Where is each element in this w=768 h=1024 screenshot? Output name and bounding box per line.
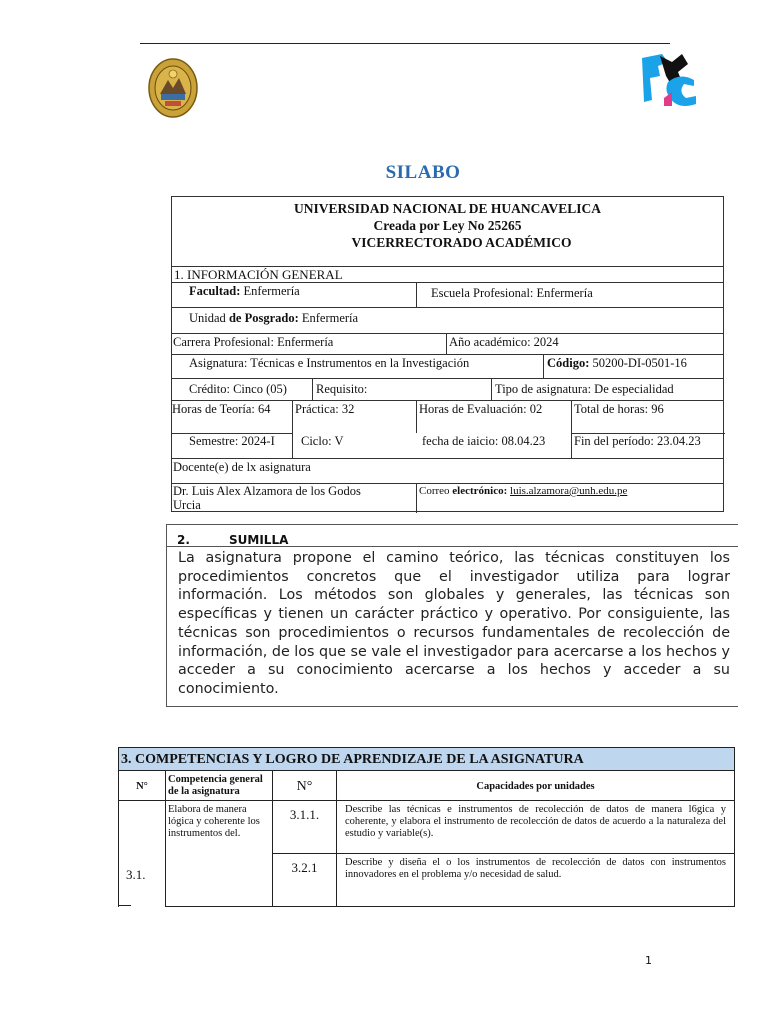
- hours-row: [172, 401, 723, 433]
- page-number: 1: [645, 954, 652, 967]
- start-date-cell: fecha de iaicio: 08.04.23: [422, 434, 546, 448]
- faculty-row: [172, 283, 723, 308]
- academic-year-cell: Año académico: 2024: [446, 334, 725, 354]
- general-info-table: [171, 196, 724, 512]
- teacher-name: Dr. Luis Alex Alzamora de los Godos Urcia: [173, 484, 361, 512]
- email-link[interactable]: luis.alzamora@unh.edu.pe: [510, 485, 628, 497]
- summary-section: [166, 524, 738, 707]
- evaluation-hours-cell: Horas de Evaluación: 02: [416, 401, 571, 433]
- email-cell: Correo electrónico: luis.alzamora@unh.edu.pe: [416, 484, 725, 513]
- capacity-text-1: Describe las técnicas e instrumentos de recolección de datos de manera l6gica y coherente, y elabora el instrumento de recolección de datos de acuerdo a la naturaleza del estudio y variable(s).: [336, 800, 735, 854]
- capacity-text-2: Describe y diseña el o los instrumentos de recolección de datos con instrumentos innovadores en el problema y/o necesidad de salud.: [336, 853, 735, 907]
- unit-cell: Unidad de Posgrado: Enfermería: [189, 311, 359, 325]
- school-cell: Escuela Profesional: Enfermería: [416, 283, 725, 307]
- subject-type-cell: Tipo de asignatura: De especialidad: [491, 379, 725, 400]
- row-number: 3.1.: [126, 867, 146, 882]
- requirement-cell: Requisito:: [312, 379, 491, 400]
- summary-heading: 2. SUMILLA: [167, 525, 738, 547]
- credit-cell: Crédito: Cinco (05): [189, 382, 287, 396]
- theory-hours-cell: Horas de Teoría: 64: [172, 402, 271, 416]
- col-number2-header: N°: [272, 770, 337, 801]
- col-competence-header: Competencia general de la asignatura: [165, 770, 273, 801]
- university-seal-logo: [148, 58, 198, 118]
- code-cell: Código: 50200-DI-0501-16: [543, 355, 725, 378]
- faculty-cell: Facultad: Enfermería: [189, 284, 300, 298]
- career-cell: Carrera Profesional: Enfermería: [173, 335, 334, 349]
- top-rule: [140, 43, 670, 44]
- period-end-cell: Fin del período: 23.04.23: [571, 433, 725, 458]
- subject-row: [172, 355, 723, 379]
- competencies-table: [118, 747, 735, 907]
- semester-cell: Semestre: 2024-I: [189, 434, 275, 448]
- practice-cell: Práctica: 32: [292, 401, 416, 433]
- competence-cell: Elabora de manera lógica y coherente los instrumentos del.: [165, 800, 273, 907]
- vice-rectorate: VICERRECTORADO ACADÉMICO: [351, 235, 572, 250]
- career-row: [172, 334, 723, 355]
- teacher-label-row: [172, 459, 723, 484]
- cycle-cell: Ciclo: V: [292, 433, 416, 458]
- summary-text: La asignatura propone el camino teórico, las técnicas constituyen los procedimientos concretos que el investigador utiliza para lograr información. Los métodos son globales y generales, las técnicas son específicas y tienen un carácter práctico y operativo. Por consiguiente, las técnicas son procedimientos o recursos fundamentales de recolección de información, de los que se vale el investigador para acercarse a los hechos y acceder a su conocimiento acercarse a los hechos y acceder a su conocimiento.: [178, 550, 730, 697]
- unit-row: [172, 308, 723, 334]
- col-number-header: N°: [118, 770, 166, 801]
- total-hours-cell: Total de horas: 96: [571, 401, 725, 433]
- teacher-row: [172, 484, 723, 513]
- col-capacities-header: Capacidades por unidades: [336, 770, 735, 801]
- creation-law: Creada por Ley No 25265: [373, 218, 522, 233]
- institution-header: [172, 197, 723, 267]
- section-1-heading: 1. INFORMACIÓN GENERAL: [174, 267, 343, 282]
- subject-cell: Asignatura: Técnicas e Instrumentos en la Investigación: [189, 356, 470, 370]
- capacity-number-2: 3.2.1: [272, 853, 337, 907]
- teacher-label: Docente(e) de lx asignatura: [173, 460, 311, 474]
- university-name: UNIVERSIDAD NACIONAL DE HUANCAVELICA: [294, 201, 601, 216]
- semester-row: [172, 433, 723, 459]
- credit-row: [172, 379, 723, 401]
- section-1-row: [172, 267, 723, 283]
- page-title: SILABO: [385, 162, 461, 183]
- competencies-title: 3. COMPETENCIAS Y LOGRO DE APRENDIZAJE DE LA ASIGNATURA: [118, 747, 735, 771]
- row-number-cell: [118, 800, 166, 907]
- capacity-number-1: 3.1.1.: [272, 800, 337, 854]
- faculty-logo: [638, 52, 700, 108]
